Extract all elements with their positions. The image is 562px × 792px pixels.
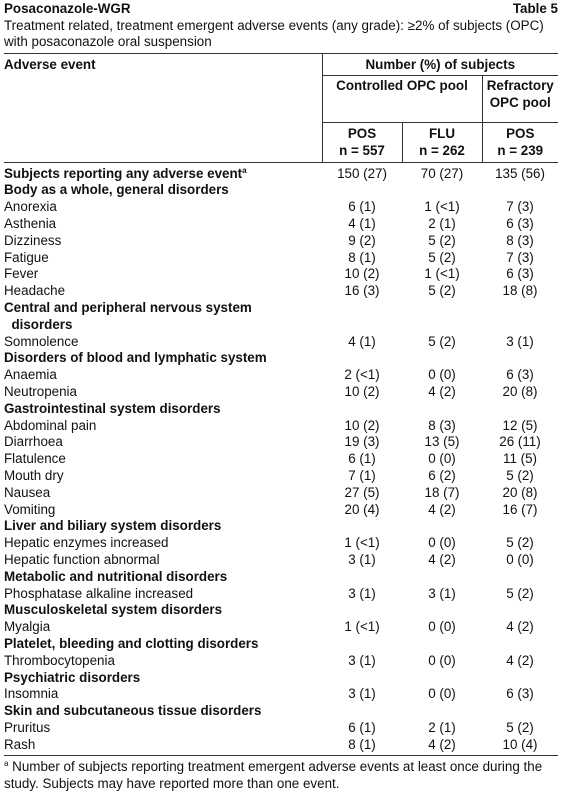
row-label-text: Rash <box>4 736 36 752</box>
row-label-text: Myalgia <box>4 619 51 635</box>
category-row <box>4 518 558 535</box>
category-label <box>4 401 322 418</box>
pos-refractory-value <box>482 602 558 619</box>
flu-value: 4 (2) <box>428 383 456 399</box>
row-label-text: Skin and subcutaneous tissue disorders <box>4 703 262 719</box>
pos-refractory-value <box>482 182 558 199</box>
flu-value: 4 (2) <box>428 551 456 567</box>
pos-refractory-value: 135 (56) <box>495 165 545 181</box>
category-row <box>4 401 558 418</box>
row-label-text: Abdominal pain <box>4 417 97 433</box>
flu-value <box>402 401 482 418</box>
pos-controlled-value: 4 (1) <box>348 215 376 231</box>
pos-refractory-value: 4 (2) <box>506 652 534 668</box>
flu-value: 5 (2) <box>428 249 456 265</box>
row-label-text: Subjects reporting any adverse event <box>4 165 243 181</box>
pos-refractory-value <box>482 518 558 535</box>
flu-label: FLU <box>428 126 456 141</box>
adverse-event-label <box>4 737 322 756</box>
table-row <box>4 334 558 351</box>
adverse-event-label <box>4 485 322 502</box>
pos-controlled-value <box>322 518 402 535</box>
flu-value <box>402 670 482 687</box>
flu-value <box>402 518 482 535</box>
category-row <box>4 182 558 199</box>
table-row <box>4 619 558 636</box>
table-row <box>4 485 558 502</box>
flu-value: 8 (3) <box>428 417 456 433</box>
pos-refractory-value: 6 (3) <box>506 215 534 231</box>
flu-value: 0 (0) <box>428 451 456 467</box>
pos-refractory-value <box>482 350 558 367</box>
pos-controlled-value <box>322 350 402 367</box>
row-label-text: Flatulence <box>4 451 66 467</box>
table-row <box>4 384 558 401</box>
refractory-pool-header: Refractory OPC pool <box>482 76 558 123</box>
category-row <box>4 569 558 586</box>
row-label-text: Neutropenia <box>4 383 77 399</box>
pos-controlled-value: 1 (<1) <box>344 619 380 635</box>
pos-controlled-n: n = 557 <box>339 142 385 158</box>
table-row <box>4 552 558 569</box>
pos-controlled-value: 6 (1) <box>348 719 376 735</box>
category-row <box>4 162 558 182</box>
adverse-event-label <box>4 199 322 216</box>
row-label-text: Insomnia <box>4 686 59 702</box>
pos-refractory-value: 4 (2) <box>506 619 534 635</box>
table-row <box>4 653 558 670</box>
pos-controlled-value: 10 (2) <box>344 266 380 282</box>
adverse-event-label <box>4 250 322 267</box>
pos-refractory-value: 5 (2) <box>506 535 534 551</box>
pos-refractory-label: POS <box>506 126 535 141</box>
row-label-text: Fatigue <box>4 249 49 265</box>
category-label <box>4 670 322 687</box>
table-row <box>4 720 558 737</box>
pos-controlled-value: 4 (1) <box>348 333 376 349</box>
row-label-text: Headache <box>4 283 66 299</box>
document-header <box>4 0 558 18</box>
pos-refractory-value: 6 (3) <box>506 367 534 383</box>
table-row <box>4 502 558 519</box>
flu-value: 5 (2) <box>428 283 456 299</box>
pos-controlled-value: 10 (2) <box>344 417 380 433</box>
pos-refractory-value: 5 (2) <box>506 585 534 601</box>
pos-refractory-value: 12 (5) <box>502 417 538 433</box>
table-row <box>4 367 558 384</box>
pos-controlled-value: 3 (1) <box>348 652 376 668</box>
pos-refractory-value: 6 (3) <box>506 686 534 702</box>
row-label-text: Central and peripheral nervous system <box>4 299 252 315</box>
pos-refractory-value: 5 (2) <box>506 719 534 735</box>
table-row <box>4 434 558 451</box>
number-of-subjects-header: Number (%) of subjects <box>322 53 558 76</box>
row-label-text: Anaemia <box>4 367 57 383</box>
flu-value: 13 (5) <box>424 434 460 450</box>
flu-value: 0 (0) <box>428 367 456 383</box>
flu-value: 2 (1) <box>428 719 456 735</box>
category-label <box>4 703 322 720</box>
adverse-event-label <box>4 434 322 451</box>
flu-value: 0 (0) <box>428 686 456 702</box>
adverse-event-label <box>4 619 322 636</box>
pos-controlled-header <box>322 123 402 163</box>
category-label <box>4 300 322 317</box>
pos-refractory-value: 7 (3) <box>506 199 534 215</box>
footnote-marker: a <box>242 165 247 175</box>
pos-refractory-value <box>482 401 558 418</box>
row-label-text: Mouth dry <box>4 467 64 483</box>
adverse-event-label <box>4 418 322 435</box>
category-label <box>4 317 322 334</box>
pos-controlled-value: 7 (1) <box>348 467 376 483</box>
flu-value: 70 (27) <box>420 165 464 181</box>
row-label-text: Psychiatric disorders <box>4 669 141 685</box>
flu-value: 4 (2) <box>428 501 456 517</box>
flu-value: 4 (2) <box>402 737 482 756</box>
flu-value <box>402 636 482 653</box>
flu-value <box>402 602 482 619</box>
adverse-event-label <box>4 720 322 737</box>
pos-controlled-value <box>322 182 402 199</box>
row-label-text: disorders <box>4 316 73 332</box>
footnote-text: Number of subjects reporting treatment emergent adverse events at least once during the study. Subjects may have reported more than one event. <box>4 759 543 791</box>
pos-controlled-value: 20 (4) <box>344 501 380 517</box>
pos-controlled-value <box>322 300 402 317</box>
pos-refractory-value <box>482 300 558 317</box>
pos-controlled-value <box>322 636 402 653</box>
adverse-event-label <box>4 653 322 670</box>
category-row <box>4 670 558 687</box>
category-row <box>4 636 558 653</box>
controlled-pool-header: Controlled OPC pool <box>322 76 482 123</box>
table-row <box>4 586 558 603</box>
category-label <box>4 518 322 535</box>
row-label-text: Asthenia <box>4 215 57 231</box>
table-row <box>4 737 558 756</box>
adverse-event-column-header: Adverse event <box>4 53 322 76</box>
pos-refractory-value: 0 (0) <box>506 551 534 567</box>
row-label-text: Anorexia <box>4 199 57 215</box>
table-row <box>4 686 558 703</box>
flu-value: 1 (<1) <box>424 199 460 215</box>
pos-refractory-value <box>482 636 558 653</box>
adverse-event-label <box>4 552 322 569</box>
flu-value <box>402 703 482 720</box>
header-spacer <box>4 123 322 163</box>
footnote-marker: a <box>4 759 9 769</box>
row-label-text: Fever <box>4 266 39 282</box>
pos-refractory-value: 3 (1) <box>506 333 534 349</box>
row-label-text: Platelet, bleeding and clotting disorders <box>4 635 259 651</box>
pos-refractory-value <box>482 317 558 334</box>
drug-title: Posaconazole-WGR <box>4 1 131 16</box>
pos-refractory-value: 5 (2) <box>506 467 534 483</box>
row-label-text: Disorders of blood and lymphatic system <box>4 350 267 366</box>
table-row <box>4 233 558 250</box>
pos-refractory-value: 20 (8) <box>502 484 538 500</box>
adverse-event-label <box>4 686 322 703</box>
pos-controlled-value: 1 (<1) <box>344 535 380 551</box>
pos-controlled-value: 150 (27) <box>337 165 387 181</box>
table-number: Table 5 <box>512 1 558 16</box>
adverse-event-label <box>4 283 322 300</box>
row-label-text: Dizziness <box>4 232 62 248</box>
adverse-event-label <box>4 535 322 552</box>
flu-value: 5 (2) <box>428 232 456 248</box>
flu-value: 3 (1) <box>428 585 456 601</box>
row-label-text: Nausea <box>4 484 51 500</box>
flu-value <box>402 300 482 317</box>
flu-header <box>402 123 482 163</box>
pos-refractory-value: 26 (11) <box>499 434 541 450</box>
pos-controlled-value: 3 (1) <box>348 551 376 567</box>
pos-refractory-header <box>482 123 558 163</box>
adverse-event-label <box>4 266 322 283</box>
document-page <box>4 0 558 792</box>
row-label-text: Gastrointestinal system disorders <box>4 400 221 416</box>
adverse-event-label <box>4 468 322 485</box>
pos-refractory-value: 10 (4) <box>482 737 558 756</box>
category-label <box>4 569 322 586</box>
pos-controlled-value <box>322 703 402 720</box>
pos-refractory-value: 6 (3) <box>506 266 534 282</box>
category-row <box>4 602 558 619</box>
pos-refractory-value: 8 (3) <box>506 232 534 248</box>
adverse-event-label <box>4 502 322 519</box>
flu-value: 0 (0) <box>428 652 456 668</box>
pos-refractory-value: 20 (8) <box>502 383 538 399</box>
pos-controlled-value: 16 (3) <box>344 283 380 299</box>
pos-controlled-value: 9 (2) <box>348 232 376 248</box>
flu-value: 1 (<1) <box>424 266 460 282</box>
pos-controlled-value: 8 (1) <box>322 737 402 756</box>
pos-refractory-value: 18 (8) <box>502 283 538 299</box>
pos-controlled-value: 6 (1) <box>348 451 376 467</box>
table-row <box>4 418 558 435</box>
pos-controlled-value: 6 (1) <box>348 199 376 215</box>
category-label <box>4 182 322 199</box>
row-label-text: Hepatic function abnormal <box>4 551 160 567</box>
row-label-text: Liver and biliary system disorders <box>4 518 222 534</box>
pos-refractory-value <box>482 703 558 720</box>
pos-controlled-value <box>322 670 402 687</box>
pos-controlled-label: POS <box>347 126 377 141</box>
pos-refractory-value: 11 (5) <box>503 451 537 467</box>
adverse-event-label <box>4 233 322 250</box>
flu-value: 18 (7) <box>424 484 460 500</box>
header-spacer <box>4 76 322 123</box>
pos-refractory-value <box>482 569 558 586</box>
adverse-event-label <box>4 451 322 468</box>
category-row <box>4 703 558 720</box>
flu-value <box>402 569 482 586</box>
category-row <box>4 350 558 367</box>
table-row <box>4 266 558 283</box>
pos-controlled-value <box>322 401 402 418</box>
row-label-text: Body as a whole, general disorders <box>4 182 229 198</box>
table-row <box>4 216 558 233</box>
pos-controlled-value: 8 (1) <box>348 249 376 265</box>
pos-controlled-value <box>322 602 402 619</box>
flu-value: 0 (0) <box>428 619 456 635</box>
table-body <box>4 162 558 756</box>
category-label <box>4 350 322 367</box>
flu-value: 2 (1) <box>428 215 456 231</box>
category-row <box>4 300 558 317</box>
flu-n: n = 262 <box>419 142 465 158</box>
flu-value: 6 (2) <box>428 467 456 483</box>
adverse-event-label <box>4 334 322 351</box>
adverse-event-label <box>4 384 322 401</box>
table-row <box>4 468 558 485</box>
table-row <box>4 535 558 552</box>
table-row <box>4 250 558 267</box>
pos-controlled-value: 3 (1) <box>348 686 376 702</box>
adverse-events-table <box>4 53 558 757</box>
row-label-text: Somnolence <box>4 333 79 349</box>
table-row <box>4 451 558 468</box>
category-label <box>4 602 322 619</box>
table-footnote <box>4 759 558 792</box>
table-row <box>4 283 558 300</box>
pos-controlled-value: 2 (<1) <box>344 367 380 383</box>
row-label-text: Thrombocytopenia <box>4 652 115 668</box>
table-caption: Treatment related, treatment emergent adverse events (any grade): ≥2% of subjects (OPC) with posaconazole oral suspension <box>4 17 544 50</box>
pos-refractory-value: 16 (7) <box>502 501 538 517</box>
row-label-text: Diarrhoea <box>4 434 63 450</box>
pos-controlled-value: 10 (2) <box>344 383 380 399</box>
pos-refractory-value: 7 (3) <box>506 249 534 265</box>
flu-value <box>402 350 482 367</box>
pos-controlled-value: 19 (3) <box>344 434 380 450</box>
pos-refractory-value <box>482 670 558 687</box>
pos-refractory-n: n = 239 <box>497 142 544 158</box>
adverse-event-label <box>4 216 322 233</box>
adverse-event-label <box>4 586 322 603</box>
category-row <box>4 317 558 334</box>
row-label-text: Hepatic enzymes increased <box>4 535 169 551</box>
category-label <box>4 636 322 653</box>
pos-controlled-value: 27 (5) <box>344 484 380 500</box>
row-label-text: Metabolic and nutritional disorders <box>4 568 228 584</box>
table-row <box>4 199 558 216</box>
flu-value <box>402 182 482 199</box>
row-label-text: Vomiting <box>4 501 56 517</box>
pos-controlled-value: 3 (1) <box>348 585 376 601</box>
pos-controlled-value <box>322 317 402 334</box>
adverse-event-label <box>4 367 322 384</box>
pos-controlled-value <box>322 569 402 586</box>
category-label <box>4 162 322 182</box>
row-label-text: Musculoskeletal system disorders <box>4 602 223 618</box>
row-label-text: Pruritus <box>4 719 51 735</box>
row-label-text: Phosphatase alkaline increased <box>4 585 194 601</box>
flu-value: 0 (0) <box>428 535 456 551</box>
flu-value <box>402 317 482 334</box>
flu-value: 5 (2) <box>428 333 456 349</box>
